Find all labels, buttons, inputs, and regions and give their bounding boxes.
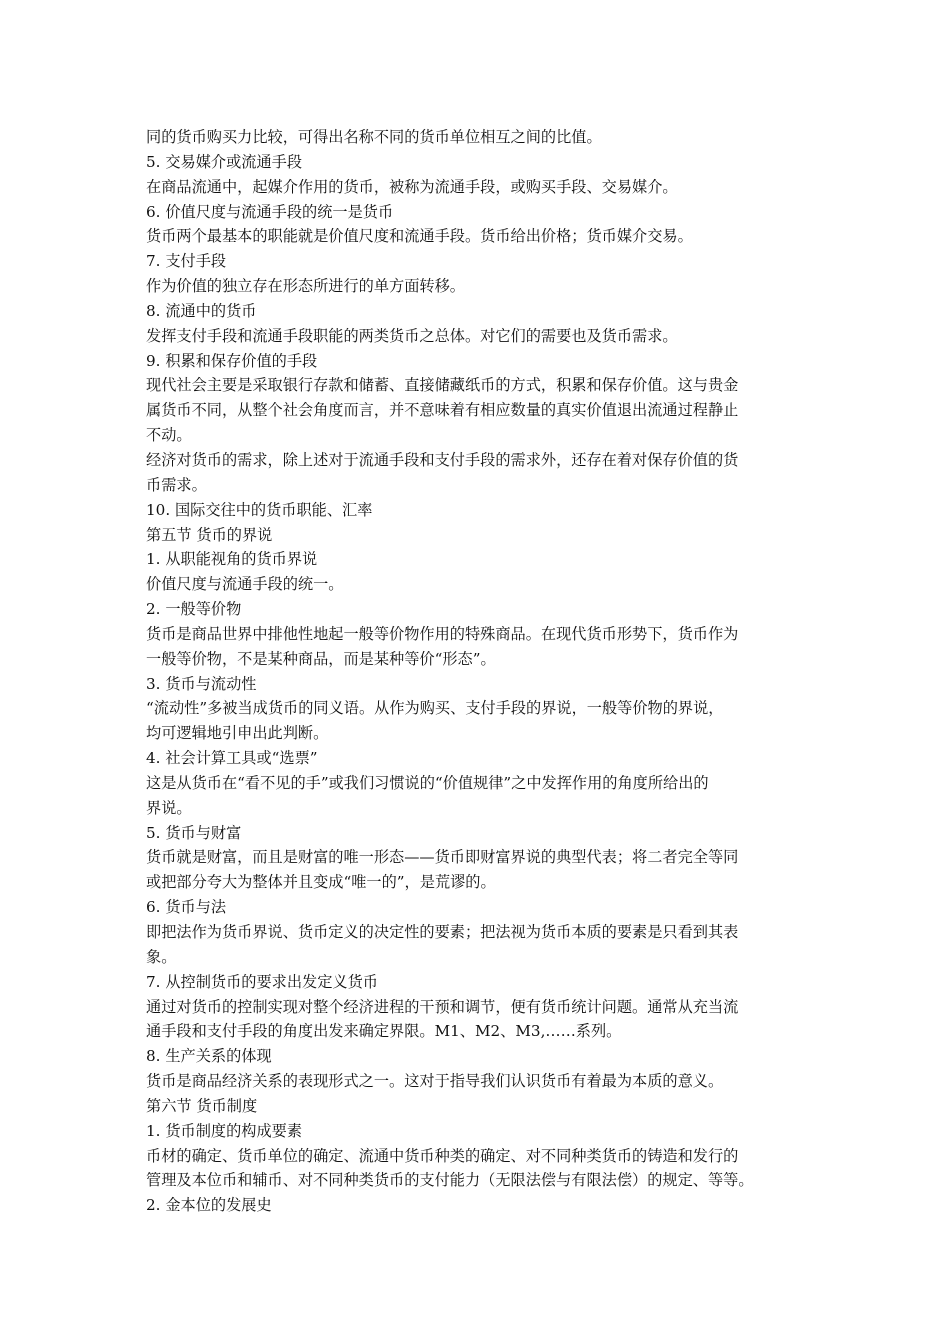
document-body (146, 125, 806, 1218)
text-line: 货币就是财富，而且是财富的唯一形态——货币即财富界说的典型代表；将二者完全等同 (146, 848, 739, 867)
text-line: 即把法作为货币界说、货币定义的决定性的要素；把法视为货币本质的要素是只看到其表 (146, 923, 739, 941)
item-heading: 9. 积累和保存价值的手段 (146, 351, 318, 370)
text-line: 现代社会主要是采取银行存款和储蓄、直接储藏纸币的方式，积累和保存价值。这与贵金 (146, 376, 739, 395)
text-line: 发挥支付手段和流通手段职能的两类货币之总体。对它们的需要也及货币需求。 (146, 326, 678, 345)
item-heading: 2. 金本位的发展史 (146, 1196, 272, 1215)
item-heading: 7. 支付手段 (146, 252, 227, 271)
section-heading: 第六节 货币制度 (146, 1096, 258, 1115)
text-line: 管理及本位币和辅币、对不同种类货币的支付能力（无限法偿与有限法偿）的规定、等等。 (146, 1171, 754, 1190)
text-line: 界说。 (146, 798, 192, 817)
text-line: 或把部分夸大为整体并且变成“唯一的”，是荒谬的。 (146, 873, 496, 892)
item-heading: 5. 货币与财富 (146, 823, 242, 842)
text-line: 属货币不同，从整个社会角度而言，并不意味着有相应数量的真实价值退出流通过程静止 (146, 401, 739, 420)
text-line: 作为价值的独立存在形态所进行的单方面转移。 (146, 277, 465, 296)
text-line: 通过对货币的控制实现对整个经济进程的干预和调节，便有货币统计问题。通常从充当流 (146, 997, 739, 1016)
item-heading: 1. 从职能视角的货币界说 (146, 550, 318, 569)
item-heading: 1. 货币制度的构成要素 (146, 1121, 303, 1140)
item-heading: 5. 交易媒介或流通手段 (146, 152, 303, 171)
text-line: 货币是商品世界中排他性地起一般等价物作用的特殊商品。在现代货币形势下，货币作为 (146, 624, 739, 643)
text-line: 币材的确定、货币单位的确定、流通中货币种类的确定、对不同种类货币的铸造和发行的 (146, 1146, 739, 1165)
text-line: 价值尺度与流通手段的统一。 (146, 575, 344, 594)
text-line: 不动。 (146, 426, 192, 445)
text-line: 这是从货币在“看不见的手”或我们习惯说的“价值规律”之中发挥作用的角度所给出的 (146, 773, 709, 792)
section-heading: 第五节 货币的界说 (146, 525, 273, 544)
item-heading: 7. 从控制货币的要求出发定义货币 (146, 972, 378, 991)
text-line: 在商品流通中，起媒介作用的货币，被称为流通手段，或购买手段、交易媒介。 (146, 177, 678, 196)
text-line: 均可逻辑地引申出此判断。 (146, 724, 329, 743)
text-line: 象。 (146, 947, 177, 966)
text-line: 币需求。 (146, 475, 207, 494)
item-heading: 6. 价值尺度与流通手段的统一是货币 (146, 202, 394, 221)
item-heading: 8. 流通中的货币 (146, 301, 257, 320)
item-heading: 6. 货币与法 (146, 898, 227, 917)
item-heading: 8. 生产关系的体现 (146, 1047, 272, 1066)
text-line: 一般等价物，不是某种商品，而是某种等价“形态”。 (146, 649, 496, 668)
text-line: 通手段和支付手段的角度出发来确定界限。M1、M2、M3,……系列。 (146, 1022, 622, 1041)
text-line: 货币是商品经济关系的表现形式之一。这对于指导我们认识货币有着最为本质的意义。 (146, 1072, 724, 1091)
item-heading: 4. 社会计算工具或“选票” (146, 749, 318, 768)
item-heading: 10. 国际交往中的货币职能、汇率 (146, 500, 373, 519)
text-line: 同的货币购买力比较，可得出名称不同的货币单位相互之间的比值。 (146, 128, 602, 146)
item-heading: 2. 一般等价物 (146, 600, 242, 619)
text-line: 经济对货币的需求，除上述对于流通手段和支付手段的需求外，还存在着对保存价值的货 (146, 450, 739, 469)
text-line: “流动性”多被当成货币的同义语。从作为购买、支付手段的界说，一般等价物的界说， (146, 699, 724, 718)
text-line: 货币两个最基本的职能就是价值尺度和流通手段。货币给出价格；货币媒介交易。 (146, 227, 693, 246)
item-heading: 3. 货币与流动性 (146, 674, 257, 693)
